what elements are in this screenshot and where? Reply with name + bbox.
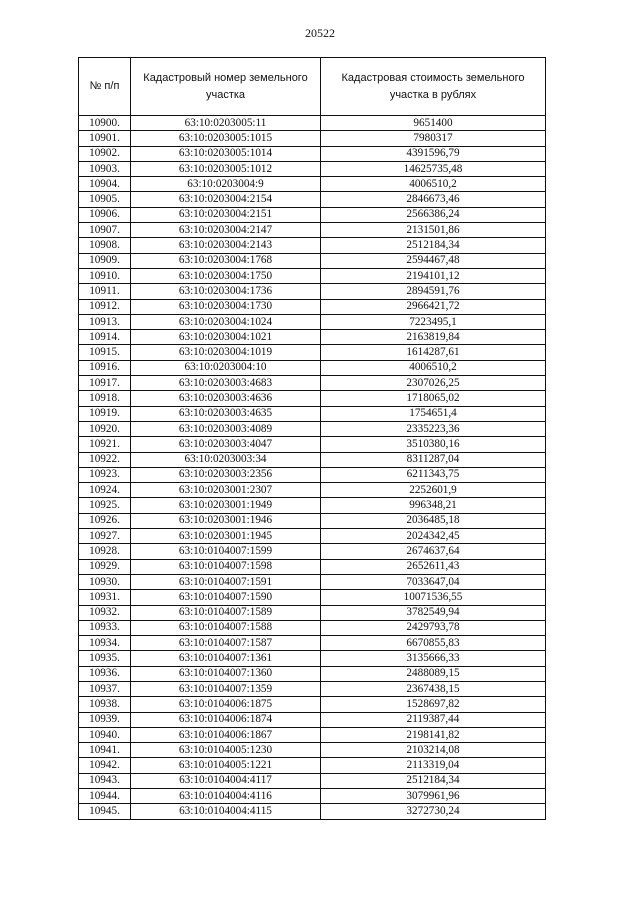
row-number-cell: 10932. — [79, 605, 131, 620]
table-row — [79, 238, 546, 253]
row-number-cell: 10921. — [79, 437, 131, 452]
cadastral-value-cell: 6670855,83 — [321, 636, 546, 651]
cadastral-number-cell: 63:10:0203003:4636 — [131, 391, 321, 406]
row-number-cell: 10939. — [79, 712, 131, 727]
table-row — [79, 391, 546, 406]
table-row — [79, 712, 546, 727]
cadastral-number-cell: 63:10:0203001:1946 — [131, 513, 321, 528]
table-row — [79, 284, 546, 299]
cadastral-value-cell: 10071536,55 — [321, 590, 546, 605]
cadastral-value-cell: 3510380,16 — [321, 437, 546, 452]
cadastral-value-cell: 1754651,4 — [321, 406, 546, 421]
cadastral-number-cell: 63:10:0203004:1024 — [131, 314, 321, 329]
cadastral-value-cell: 2652611,43 — [321, 559, 546, 574]
row-number-cell: 10904. — [79, 177, 131, 192]
table-row — [79, 192, 546, 207]
row-number-cell: 10936. — [79, 666, 131, 681]
cadastral-value-cell: 2512184,34 — [321, 238, 546, 253]
row-number-cell: 10931. — [79, 590, 131, 605]
cadastral-number-cell: 63:10:0203005:11 — [131, 116, 321, 131]
cadastral-number-cell: 63:10:0104007:1591 — [131, 574, 321, 589]
row-number-cell: 10922. — [79, 452, 131, 467]
row-number-cell: 10945. — [79, 804, 131, 819]
row-number-cell: 10933. — [79, 620, 131, 635]
cadastral-value-cell: 2894591,76 — [321, 284, 546, 299]
row-number-cell: 10944. — [79, 789, 131, 804]
cadastral-value-cell: 14625735,48 — [321, 161, 546, 176]
row-number-cell: 10908. — [79, 238, 131, 253]
row-number-cell: 10912. — [79, 299, 131, 314]
cadastral-value-cell: 2488089,15 — [321, 666, 546, 681]
cadastral-number-cell: 63:10:0203004:1736 — [131, 284, 321, 299]
cadastral-value-cell: 2103214,08 — [321, 743, 546, 758]
cadastral-value-cell: 1718065,02 — [321, 391, 546, 406]
cadastral-number-cell: 63:10:0104007:1587 — [131, 636, 321, 651]
table-row — [79, 268, 546, 283]
cadastral-number-cell: 63:10:0104005:1221 — [131, 758, 321, 773]
table-row — [79, 467, 546, 482]
table-row — [79, 697, 546, 712]
cadastral-number-cell: 63:10:0104006:1867 — [131, 727, 321, 742]
row-number-cell: 10942. — [79, 758, 131, 773]
row-number-cell: 10927. — [79, 529, 131, 544]
cadastral-value-cell: 7033647,04 — [321, 574, 546, 589]
table-row — [79, 483, 546, 498]
cadastral-value-cell: 7223495,1 — [321, 314, 546, 329]
cadastral-number-cell: 63:10:0203003:34 — [131, 452, 321, 467]
table-row — [79, 161, 546, 176]
cadastral-number-cell: 63:10:0203004:1768 — [131, 253, 321, 268]
cadastral-number-cell: 63:10:0203001:1945 — [131, 529, 321, 544]
table-row — [79, 605, 546, 620]
row-number-cell: 10935. — [79, 651, 131, 666]
table-row — [79, 513, 546, 528]
table-row — [79, 498, 546, 513]
row-number-cell: 10909. — [79, 253, 131, 268]
row-number-cell: 10930. — [79, 574, 131, 589]
table-header-row — [79, 58, 546, 116]
row-number-cell: 10915. — [79, 345, 131, 360]
cadastral-number-cell: 63:10:0203005:1015 — [131, 131, 321, 146]
cadastral-value-cell: 2429793,78 — [321, 620, 546, 635]
cadastral-value-cell: 2113319,04 — [321, 758, 546, 773]
table-row — [79, 314, 546, 329]
cadastral-number-cell: 63:10:0203003:4047 — [131, 437, 321, 452]
header-cadastral-value: Кадастровая стоимость земельного участка в рублях — [321, 58, 546, 116]
table-row — [79, 666, 546, 681]
cadastral-value-cell: 4391596,79 — [321, 146, 546, 161]
cadastral-value-cell: 2335223,36 — [321, 421, 546, 436]
cadastral-number-cell: 63:10:0104007:1361 — [131, 651, 321, 666]
cadastral-value-cell: 1528697,82 — [321, 697, 546, 712]
cadastral-value-cell: 996348,21 — [321, 498, 546, 513]
row-number-cell: 10943. — [79, 773, 131, 788]
cadastral-value-cell: 3782549,94 — [321, 605, 546, 620]
cadastral-value-cell: 2367438,15 — [321, 681, 546, 696]
cadastral-number-cell: 63:10:0104007:1589 — [131, 605, 321, 620]
row-number-cell: 10910. — [79, 268, 131, 283]
table-row — [79, 131, 546, 146]
row-number-cell: 10923. — [79, 467, 131, 482]
cadastral-number-cell: 63:10:0203001:2307 — [131, 483, 321, 498]
cadastral-value-cell: 2119387,44 — [321, 712, 546, 727]
cadastral-value-cell: 2198141,82 — [321, 727, 546, 742]
cadastral-value-cell: 4006510,2 — [321, 177, 546, 192]
row-number-cell: 10926. — [79, 513, 131, 528]
cadastral-value-cell: 8311287,04 — [321, 452, 546, 467]
table-row — [79, 345, 546, 360]
cadastral-number-cell: 63:10:0104007:1599 — [131, 544, 321, 559]
table-row — [79, 406, 546, 421]
table-row — [79, 559, 546, 574]
cadastral-value-cell: 2966421,72 — [321, 299, 546, 314]
cadastral-number-cell: 63:10:0203003:2356 — [131, 467, 321, 482]
cadastral-number-cell: 63:10:0203004:2147 — [131, 223, 321, 238]
row-number-cell: 10907. — [79, 223, 131, 238]
row-number-cell: 10913. — [79, 314, 131, 329]
table-row — [79, 253, 546, 268]
row-number-cell: 10917. — [79, 376, 131, 391]
cadastral-number-cell: 63:10:0104004:4116 — [131, 789, 321, 804]
cadastral-value-cell: 3135666,33 — [321, 651, 546, 666]
row-number-cell: 10929. — [79, 559, 131, 574]
row-number-cell: 10940. — [79, 727, 131, 742]
cadastral-number-cell: 63:10:0104005:1230 — [131, 743, 321, 758]
table-row — [79, 758, 546, 773]
header-num: № п/п — [79, 58, 131, 116]
cadastral-number-cell: 63:10:0203004:1019 — [131, 345, 321, 360]
cadastral-number-cell: 63:10:0203003:4635 — [131, 406, 321, 421]
cadastral-value-cell: 2024342,45 — [321, 529, 546, 544]
cadastral-value-cell: 2846673,46 — [321, 192, 546, 207]
row-number-cell: 10937. — [79, 681, 131, 696]
table-row — [79, 177, 546, 192]
row-number-cell: 10941. — [79, 743, 131, 758]
page-number: 20522 — [305, 26, 335, 40]
cadastral-number-cell: 63:10:0203004:2154 — [131, 192, 321, 207]
cadastral-number-cell: 63:10:0104007:1598 — [131, 559, 321, 574]
table-row — [79, 804, 546, 819]
row-number-cell: 10914. — [79, 330, 131, 345]
row-number-cell: 10906. — [79, 207, 131, 222]
cadastral-value-cell: 4006510,2 — [321, 360, 546, 375]
table-row — [79, 574, 546, 589]
cadastral-number-cell: 63:10:0203005:1012 — [131, 161, 321, 176]
row-number-cell: 10938. — [79, 697, 131, 712]
cadastral-value-cell: 3272730,24 — [321, 804, 546, 819]
table-row — [79, 620, 546, 635]
row-number-cell: 10903. — [79, 161, 131, 176]
cadastral-value-cell: 2594467,48 — [321, 253, 546, 268]
table-row — [79, 360, 546, 375]
row-number-cell: 10900. — [79, 116, 131, 131]
table-row — [79, 651, 546, 666]
table-row — [79, 789, 546, 804]
cadastral-value-cell: 2512184,34 — [321, 773, 546, 788]
table-row — [79, 452, 546, 467]
table-row — [79, 636, 546, 651]
table-row — [79, 743, 546, 758]
table-row — [79, 529, 546, 544]
cadastral-value-cell: 2307026,25 — [321, 376, 546, 391]
cadastral-value-table — [78, 57, 546, 820]
cadastral-number-cell: 63:10:0104004:4117 — [131, 773, 321, 788]
cadastral-number-cell: 63:10:0203004:9 — [131, 177, 321, 192]
cadastral-value-cell: 2674637,64 — [321, 544, 546, 559]
row-number-cell: 10918. — [79, 391, 131, 406]
table-row — [79, 376, 546, 391]
table-row — [79, 437, 546, 452]
cadastral-number-cell: 63:10:0104006:1874 — [131, 712, 321, 727]
header-cadastral-number: Кадастровый номер земельного участка — [131, 58, 321, 116]
table-row — [79, 544, 546, 559]
cadastral-number-cell: 63:10:0203004:1750 — [131, 268, 321, 283]
cadastral-number-cell: 63:10:0104007:1590 — [131, 590, 321, 605]
row-number-cell: 10916. — [79, 360, 131, 375]
table-row — [79, 207, 546, 222]
cadastral-number-cell: 63:10:0104006:1875 — [131, 697, 321, 712]
row-number-cell: 10928. — [79, 544, 131, 559]
cadastral-value-cell: 6211343,75 — [321, 467, 546, 482]
row-number-cell: 10924. — [79, 483, 131, 498]
table-row — [79, 681, 546, 696]
row-number-cell: 10920. — [79, 421, 131, 436]
cadastral-number-cell: 63:10:0203005:1014 — [131, 146, 321, 161]
cadastral-value-cell: 2194101,12 — [321, 268, 546, 283]
cadastral-number-cell: 63:10:0203004:10 — [131, 360, 321, 375]
cadastral-number-cell: 63:10:0203004:2143 — [131, 238, 321, 253]
table-row — [79, 773, 546, 788]
table-row — [79, 299, 546, 314]
table-body — [79, 116, 546, 820]
cadastral-value-cell: 2252601,9 — [321, 483, 546, 498]
row-number-cell: 10934. — [79, 636, 131, 651]
cadastral-number-cell: 63:10:0203004:2151 — [131, 207, 321, 222]
table-row — [79, 590, 546, 605]
cadastral-number-cell: 63:10:0203003:4683 — [131, 376, 321, 391]
row-number-cell: 10902. — [79, 146, 131, 161]
cadastral-number-cell: 63:10:0104007:1360 — [131, 666, 321, 681]
cadastral-value-cell: 2163819,84 — [321, 330, 546, 345]
cadastral-number-cell: 63:10:0104007:1359 — [131, 681, 321, 696]
cadastral-value-cell: 2131501,86 — [321, 223, 546, 238]
table-row — [79, 116, 546, 131]
cadastral-value-cell: 7980317 — [321, 131, 546, 146]
table-row — [79, 146, 546, 161]
cadastral-number-cell: 63:10:0104007:1588 — [131, 620, 321, 635]
cadastral-value-cell: 2566386,24 — [321, 207, 546, 222]
cadastral-value-cell: 3079961,96 — [321, 789, 546, 804]
row-number-cell: 10905. — [79, 192, 131, 207]
cadastral-value-cell: 2036485,18 — [321, 513, 546, 528]
row-number-cell: 10911. — [79, 284, 131, 299]
cadastral-number-cell: 63:10:0203004:1730 — [131, 299, 321, 314]
table-row — [79, 421, 546, 436]
cadastral-number-cell: 63:10:0104004:4115 — [131, 804, 321, 819]
row-number-cell: 10925. — [79, 498, 131, 513]
cadastral-number-cell: 63:10:0203003:4089 — [131, 421, 321, 436]
cadastral-value-cell: 9651400 — [321, 116, 546, 131]
cadastral-number-cell: 63:10:0203004:1021 — [131, 330, 321, 345]
cadastral-number-cell: 63:10:0203001:1949 — [131, 498, 321, 513]
cadastral-value-cell: 1614287,61 — [321, 345, 546, 360]
row-number-cell: 10901. — [79, 131, 131, 146]
table-row — [79, 727, 546, 742]
row-number-cell: 10919. — [79, 406, 131, 421]
table-row — [79, 330, 546, 345]
table-row — [79, 223, 546, 238]
